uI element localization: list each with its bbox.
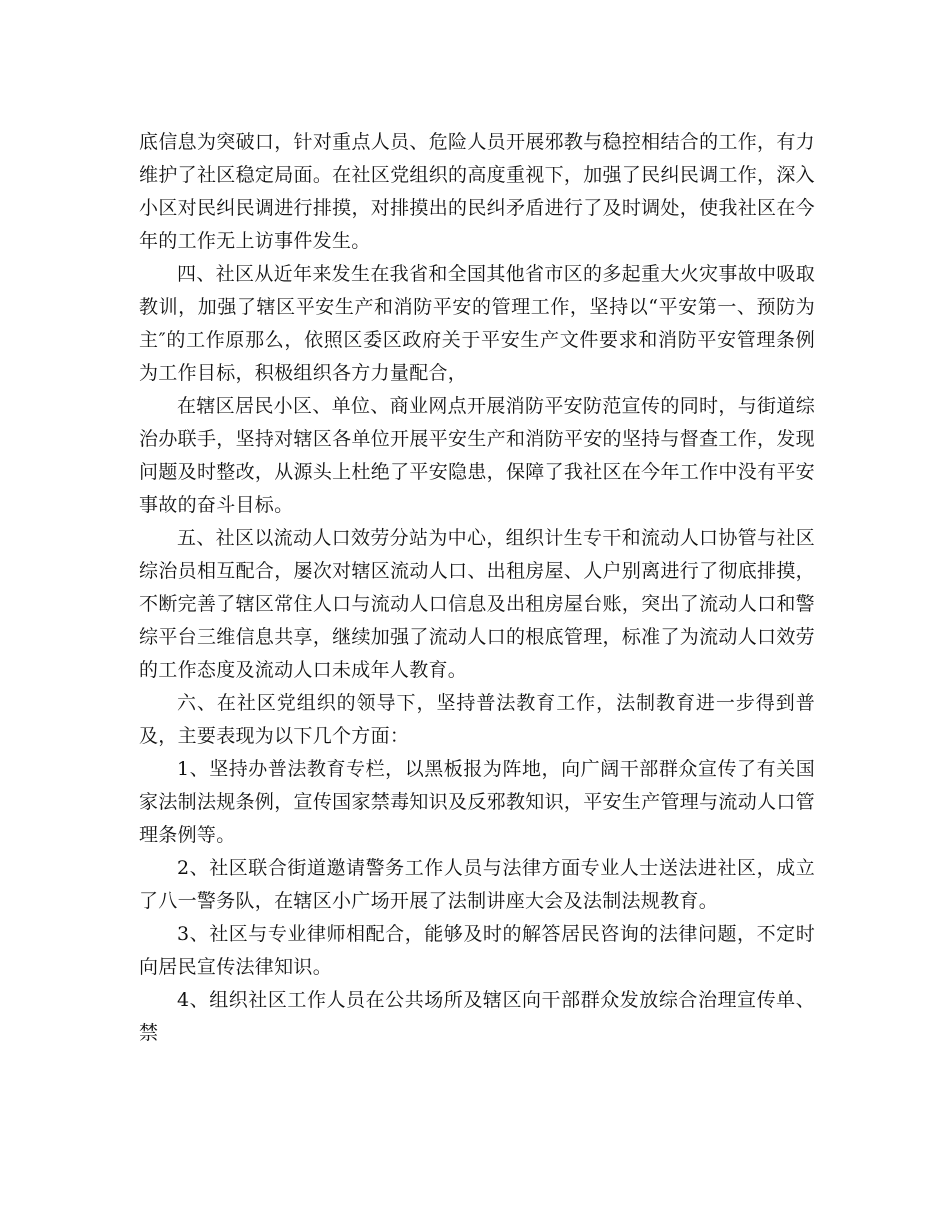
paragraph-7: 2、社区联合街道邀请警务工作人员与法律方面专业人士送法进社区，成立了八一警务队，在辖区小广场开展了法制讲座大会及法制法规教育。 — [139, 857, 815, 912]
paragraph-8: 3、社区与专业律师相配合，能够及时的解答居民咨询的法律问题，不定时向居民宣传法律知识。 — [139, 923, 815, 978]
paragraph-9: 4、组织社区工作人员在公共场所及辖区向干部群众发放综合治理宣传单、禁 — [139, 989, 815, 1044]
paragraph-3: 在辖区居民小区、单位、商业网点开展消防平安防范宣传的同时，与街道综治办联手，坚持对辖区各单位开展平安生产和消防平安的坚持与督查工作，发现问题及时整改，从源头上杜绝了平安隐患，保障了我社区在今年工作中没有平安事故的奋斗目标。 — [139, 395, 815, 516]
paragraph-2: 四、社区从近年来发生在我省和全国其他省市区的多起重大火灾事故中吸取教训，加强了辖区平安生产和消防平安的管理工作，坚持以“平安第一、预防为主″的工作原那么，依照区委区政府关于平安生产文件要求和消防平安管理条例为工作目标，积极组织各方力量配合， — [139, 263, 815, 384]
paragraph-5: 六、在社区党组织的领导下，坚持普法教育工作，法制教育进一步得到普及，主要表现为以下几个方面： — [139, 692, 815, 747]
paragraph-1: 底信息为突破口，针对重点人员、危险人员开展邪教与稳控相结合的工作，有力维护了社区稳定局面。在社区党组织的高度重视下，加强了民纠民调工作，深入小区对民纠民调进行排摸，对排摸出的民纠矛盾进行了及时调处，使我社区在今年的工作无上访事件发生。 — [139, 131, 815, 252]
document-body — [139, 126, 815, 1050]
paragraph-4: 五、社区以流动人口效劳分站为中心，组织计生专干和流动人口协管与社区综治员相互配合，屡次对辖区流动人口、出租房屋、人户别离进行了彻底排摸，不断完善了辖区常住人口与流动人口信息及出租房屋台账，突出了流动人口和警综平台三维信息共享，继续加强了流动人口的根底管理，标准了为流动人口效劳的工作态度及流动人口未成年人教育。 — [139, 527, 815, 681]
paragraph-6: 1、坚持办普法教育专栏，以黑板报为阵地，向广阔干部群众宣传了有关国家法制法规条例，宣传国家禁毒知识及反邪教知识，平安生产管理与流动人口管理条例等。 — [139, 758, 815, 846]
